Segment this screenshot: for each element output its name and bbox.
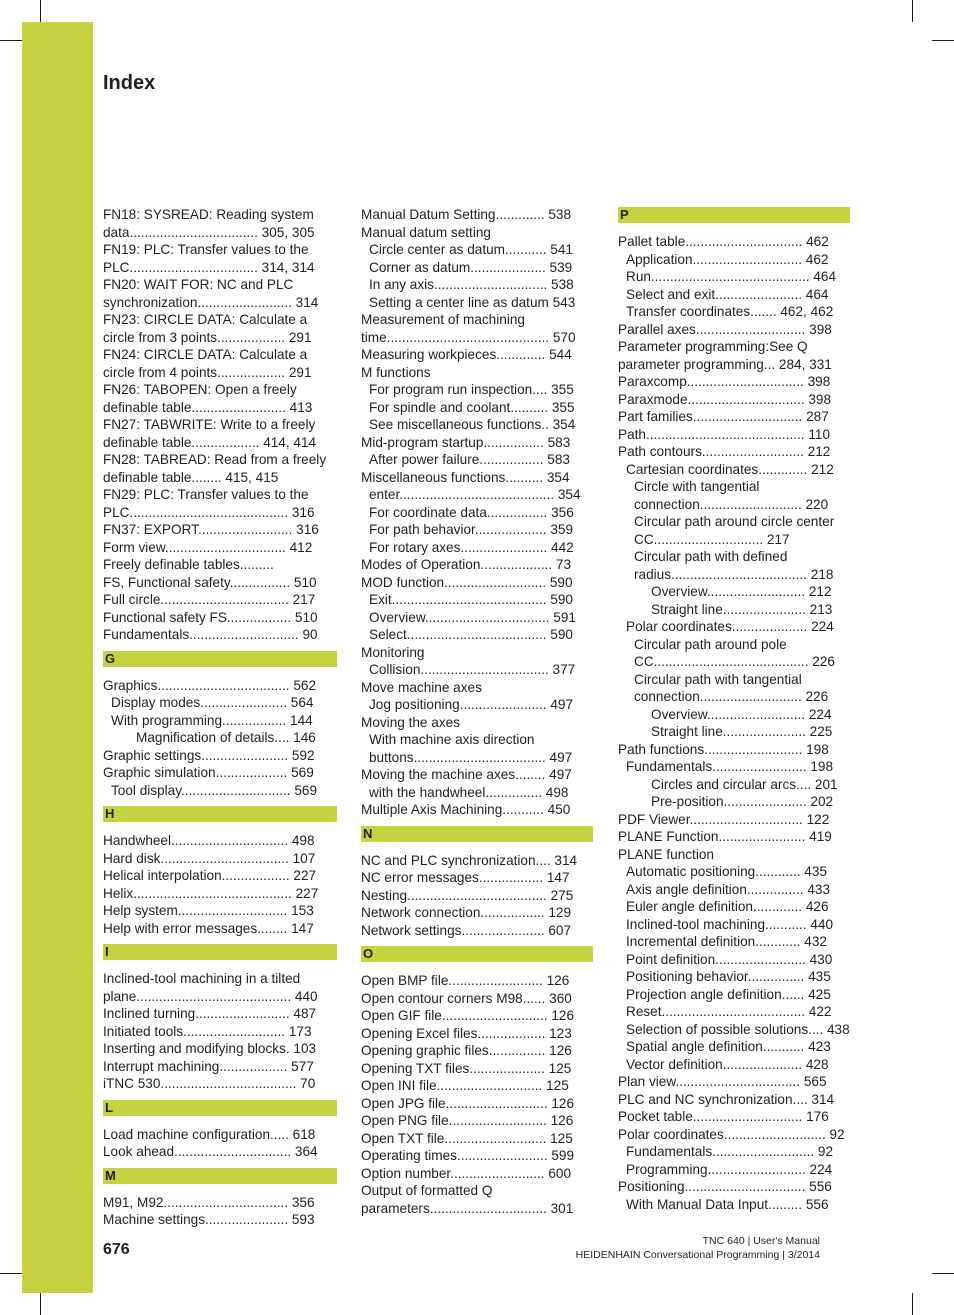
index-entry: Moving the machine axes........ 497 <box>361 767 572 782</box>
crop-mark-tl-v <box>40 0 41 22</box>
index-entry: Open contour corners M98...... 360 <box>361 990 572 1006</box>
index-entry: After power failure................. 583 <box>369 452 570 467</box>
index-entry: Point definition........................ 430 <box>626 951 833 967</box>
index-entry: NC and PLC synchronization.... 314 <box>361 852 578 868</box>
index-entry: Paraxmode............................... 398 <box>618 391 832 407</box>
index-entry: Positioning................................ 556 <box>618 1179 832 1194</box>
index-entry: With machine axis direction buttons................................... 497 <box>369 732 573 765</box>
index-entry: Open BMP file......................... 126 <box>361 973 570 988</box>
index-entry: Network settings...................... 607 <box>361 922 572 938</box>
crop-mark-tr-v <box>912 0 913 22</box>
index-entry: Inclined turning......................... 487 <box>103 1006 317 1021</box>
index-entry: Inclined-tool machining in a tilted plane......................................... 440 <box>103 971 318 1004</box>
index-entry: Graphics................................... 562 <box>103 677 317 693</box>
index-entry: Open INI file............................ 125 <box>361 1078 569 1093</box>
index-entry: Pocket table............................. 176 <box>618 1109 829 1124</box>
index-entry: Opening Excel files.................. 123 <box>361 1025 572 1041</box>
index-entry: Circle center as datum........... 541 <box>369 242 573 257</box>
index-entry: Exit......................................... 590 <box>369 592 573 607</box>
index-entry: Initiated tools........................... 173 <box>103 1023 312 1039</box>
index-entry: Programming.......................... 224 <box>626 1161 833 1177</box>
index-entry: Reset...................................... 422 <box>626 1004 832 1019</box>
chapter-color-band <box>22 22 93 1293</box>
index-entry: Opening graphic files............... 126 <box>361 1043 572 1058</box>
index-entry: Circle with tangential connection........................... 220 <box>634 479 829 512</box>
index-entry: Tool display............................. 569 <box>111 782 318 798</box>
index-entry: Graphic simulation................... 569 <box>103 765 314 780</box>
index-entry: Plan view................................. 565 <box>618 1074 827 1089</box>
index-entry: For coordinate data................ 356 <box>369 504 574 520</box>
index-entry: M91, M92................................. 356 <box>103 1194 315 1210</box>
index-entry: Straight line...................... 225 <box>651 724 833 739</box>
index-entry: Circular path with tangential connection........................... 226 <box>634 671 829 704</box>
index-entry: FN19: PLC: Transfer values to the PLC.................................. 314, 314 <box>103 242 315 275</box>
index-entry: FS, Functional safety................ 510 <box>103 574 317 590</box>
index-section-header: P <box>618 207 850 223</box>
index-entry: For program run inspection.... 355 <box>369 382 574 397</box>
page-title: Index <box>103 72 156 94</box>
crop-mark-tl-h <box>0 40 22 41</box>
index-entry: Load machine configuration..... 618 <box>103 1126 316 1142</box>
page-number: 676 <box>103 1241 130 1258</box>
index-entry: FN37: EXPORT......................... 316 <box>103 522 319 537</box>
index-entry: Polar coordinates........................... 92 <box>618 1126 845 1142</box>
index-section-header: L <box>103 1100 337 1116</box>
index-entry: Circular path around pole CC......................................... 226 <box>634 636 835 669</box>
index-section-header: O <box>361 946 593 962</box>
index-entry: Graphic settings....................... 592 <box>103 747 315 763</box>
index-entry: Overview................................. 591 <box>369 609 576 625</box>
index-entry: Help system............................. 153 <box>103 903 314 918</box>
index-entry: Measurement of machining time........................................... 570 <box>361 312 576 345</box>
index-entry: Pre-position...................... 202 <box>651 794 834 809</box>
index-entry: Open TXT file........................... 125 <box>361 1130 573 1146</box>
index-entry: Euler angle definition............. 426 <box>626 899 829 914</box>
index-entry: Full circle.................................. 217 <box>103 592 316 607</box>
index-entry: Operating times........................ 599 <box>361 1148 575 1163</box>
index-entry: with the handwheel............... 498 <box>369 784 569 800</box>
crop-mark-bl-h <box>0 1273 22 1274</box>
index-entry: Axis angle definition............... 433 <box>626 881 831 897</box>
index-entry: PLANE function <box>618 846 714 862</box>
index-entry: FN20: WAIT FOR: NC and PLC synchronization......................... 314 <box>103 277 319 310</box>
index-entry: Spatial angle definition........... 423 <box>626 1039 831 1054</box>
index-entry: See miscellaneous functions.. 354 <box>369 417 576 432</box>
footer-publisher: HEIDENHAIN Conversational Programming | 3/2014 <box>575 1248 820 1261</box>
index-entry: M functions <box>361 364 431 380</box>
index-entry: Display modes....................... 564 <box>111 695 314 710</box>
index-entry: FN26: TABOPEN: Open a freely definable table......................... 413 <box>103 382 313 415</box>
index-column-1 <box>103 206 337 1229</box>
crop-mark-br-h <box>932 1273 954 1274</box>
index-entry: Mid-program startup................ 583 <box>361 434 571 450</box>
index-entry: Setting a center line as datum 543 <box>369 294 576 310</box>
index-column-2 <box>361 206 593 1217</box>
index-entry: Parameter programming:See Q parameter programming... 284, 331 <box>618 339 832 372</box>
index-entry: PLC and NC synchronization.... 314 <box>618 1091 835 1107</box>
index-entry: Moving the axes <box>361 714 460 730</box>
index-entry: Path.......................................... 110 <box>618 426 831 442</box>
index-entry: Freely definable tables......... <box>103 557 274 572</box>
index-entry: Pallet table............................... 462 <box>618 234 829 249</box>
index-section-header: I <box>103 944 337 960</box>
index-entry: Selection of possible solutions.... 438 <box>626 1021 850 1037</box>
index-column-3 <box>618 206 850 1213</box>
index-entry: Path contours........................... 212 <box>618 444 831 459</box>
index-entry: Automatic positioning............ 435 <box>626 864 827 879</box>
index-entry: With Manual Data Input......... 556 <box>626 1196 829 1212</box>
index-entry: enter......................................... 354 <box>369 487 581 502</box>
index-entry: Fundamentals......................... 198 <box>626 759 834 774</box>
index-entry: Collision.................................. 377 <box>369 662 576 677</box>
index-entry: PDF Viewer.............................. 122 <box>618 811 830 827</box>
index-entry: Look ahead............................... 364 <box>103 1144 318 1159</box>
index-entry: Network connection................. 129 <box>361 905 572 920</box>
index-entry: Modes of Operation................... 73 <box>361 557 572 572</box>
index-entry: Open JPG file........................... 126 <box>361 1095 575 1111</box>
index-entry: FN23: CIRCLE DATA: Calculate a circle from 3 points.................. 291 <box>103 312 312 345</box>
index-entry: NC error messages................. 147 <box>361 870 570 885</box>
index-entry: Open PNG file.......................... 126 <box>361 1113 574 1128</box>
index-entry: Corner as datum.................... 539 <box>369 259 573 275</box>
index-entry: For rotary axes....................... 442 <box>369 539 574 555</box>
index-section-header: M <box>103 1168 337 1184</box>
index-entry: Option number......................... 600 <box>361 1165 572 1181</box>
index-entry: Output of formatted Q parameters............................... 301 <box>361 1183 574 1216</box>
index-entry: Circular path with defined radius.................................... 218 <box>634 549 834 582</box>
index-entry: Manual datum setting <box>361 224 491 240</box>
index-entry: Circles and circular arcs.... 201 <box>651 776 838 792</box>
index-entry: FN18: SYSREAD: Reading system data.................................. 305, 305 <box>103 207 315 240</box>
index-entry: Cartesian coordinates............. 212 <box>626 461 834 477</box>
index-entry: Nesting..................................... 275 <box>361 887 574 903</box>
index-entry: MOD function........................... 590 <box>361 574 573 590</box>
index-entry: Path functions.......................... 198 <box>618 741 829 757</box>
index-entry: Machine settings...................... 593 <box>103 1212 315 1227</box>
index-entry: PLANE Function....................... 419 <box>618 829 832 844</box>
index-entry: Fundamentals........................... 92 <box>626 1144 834 1159</box>
index-entry: In any axis.............................. 538 <box>369 277 574 292</box>
index-entry: Functional safety FS................. 510 <box>103 609 318 625</box>
index-entry: Measuring workpieces............. 544 <box>361 347 572 362</box>
index-section-header: H <box>103 806 337 822</box>
index-entry: Miscellaneous functions.......... 354 <box>361 469 570 485</box>
index-entry: Interrupt machining.................. 577 <box>103 1058 314 1074</box>
index-entry: Circular path around circle center CC............................. 217 <box>634 514 835 547</box>
index-entry: With programming................. 144 <box>111 712 313 728</box>
crop-mark-tr-h <box>932 40 954 41</box>
index-entry: Manual Datum Setting............. 538 <box>361 207 572 222</box>
index-entry: Paraxcomp............................... 398 <box>618 374 831 389</box>
index-entry: Magnification of details.... 146 <box>136 730 316 745</box>
index-entry: iTNC 530.................................... 70 <box>103 1076 316 1091</box>
index-entry: Fundamentals............................. 90 <box>103 627 318 642</box>
index-entry: Helix.......................................... 227 <box>103 885 319 901</box>
footer <box>576 1235 820 1262</box>
index-section-header: N <box>361 826 593 842</box>
index-entry: Run.......................................... 464 <box>626 269 837 284</box>
index-entry: Helical interpolation.................. 227 <box>103 868 317 883</box>
index-entry: Form view................................ 412 <box>103 539 313 555</box>
index-entry: Select and exit....................... 464 <box>626 286 829 302</box>
index-entry: Inclined-tool machining........... 440 <box>626 916 834 932</box>
index-entry: Select..................................... 590 <box>369 627 573 642</box>
index-entry: Part families............................. 287 <box>618 409 829 424</box>
index-entry: Jog positioning....................... 497 <box>369 697 574 712</box>
index-entry: Handwheel............................... 498 <box>103 833 315 848</box>
index-section-header: G <box>103 651 337 667</box>
index-entry: Straight line...................... 213 <box>651 601 833 617</box>
index-entry: FN29: PLC: Transfer values to the PLC.......................................... 316 <box>103 487 315 520</box>
index-entry: FN24: CIRCLE DATA: Calculate a circle from 4 points.................. 291 <box>103 347 312 380</box>
index-entry: FN27: TABWRITE: Write to a freely definable table.................. 414, 414 <box>103 417 317 450</box>
index-entry: Move machine axes <box>361 679 482 695</box>
index-entry: Parallel axes............................. 398 <box>618 321 832 337</box>
index-entry: Overview.......................... 224 <box>651 706 832 722</box>
index-entry: Polar coordinates.................... 224 <box>626 619 834 634</box>
index-entry: For spindle and coolant.......... 355 <box>369 399 575 415</box>
index-entry: Inserting and modifying blocks. 103 <box>103 1041 317 1056</box>
crop-mark-bl-v <box>40 1293 41 1315</box>
index-entry: FN28: TABREAD: Read from a freely definable table........ 415, 415 <box>103 452 327 485</box>
index-entry: Help with error messages........ 147 <box>103 920 314 936</box>
index-entry: Monitoring <box>361 644 425 660</box>
index-entry: Hard disk.................................. 107 <box>103 850 316 866</box>
index-entry: Positioning behavior............... 435 <box>626 969 831 984</box>
index-entry: Open GIF file............................ 126 <box>361 1008 575 1023</box>
index-entry: Vector definition..................... 428 <box>626 1056 829 1072</box>
footer-manual-title: TNC 640 | User's Manual <box>702 1235 820 1247</box>
index-entry: For path behavior................... 359 <box>369 522 574 537</box>
index-entry: Application............................. 462 <box>626 251 829 267</box>
index-entry: Transfer coordinates....... 462, 462 <box>626 304 834 319</box>
index-entry: Multiple Axis Machining........... 450 <box>361 802 571 817</box>
index-entry: Opening TXT files.................... 125 <box>361 1060 572 1076</box>
index-entry: Projection angle definition...... 425 <box>626 986 831 1002</box>
index-entry: Incremental definition............ 432 <box>626 934 827 949</box>
index-entry: Overview.......................... 212 <box>651 584 832 599</box>
crop-mark-br-v <box>912 1293 913 1315</box>
